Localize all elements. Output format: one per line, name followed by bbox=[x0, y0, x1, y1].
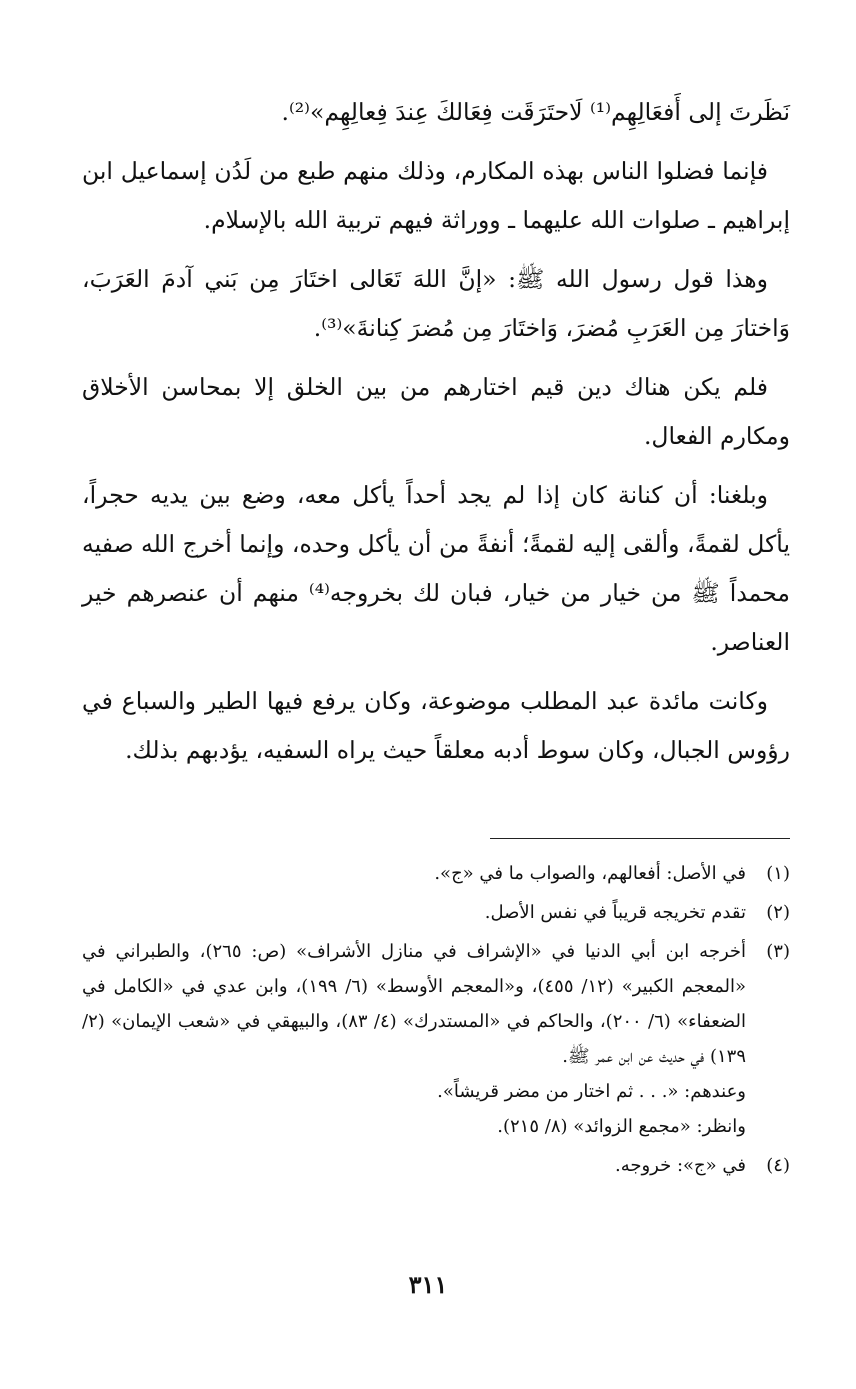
footnote bbox=[82, 934, 790, 1144]
footnote-text: تقدم تخريجه قريباً في نفس الأصل. bbox=[484, 902, 746, 923]
footnote-number: (٢) bbox=[766, 902, 790, 923]
footnote-number: (١) bbox=[766, 863, 790, 884]
paragraph-1: نَظَرتَ إلى أَفعَالِهِم⁽¹⁾ لَاحتَرَقَت فِعَالكَ عِندَ فِعالِهِم»⁽²⁾. bbox=[281, 98, 790, 126]
footnote-text: في الأصل: أفعالهم، والصواب ما في «ج». bbox=[434, 863, 746, 884]
footnote-text: في «ج»: خروجه. bbox=[614, 1155, 746, 1176]
footnote bbox=[82, 895, 790, 930]
footnote-text: وانظر: «مجمع الزوائد» (٨/ ٢١٥). bbox=[497, 1116, 746, 1137]
paragraph-3: وهذا قول رسول الله ﷺ: «إنَّ اللهَ تَعَالى اختَارَ مِن بَني آدمَ العَرَبَ، وَاختارَ مِن العَرَبِ مُضرَ، وَاختَارَ مِن مُضرَ كِنانةَ»⁽³⁾. bbox=[82, 265, 790, 342]
footnote-text: وعندهم: «. . . ثم اختار من مضر قريشاً». bbox=[437, 1081, 746, 1102]
footnote-separator bbox=[490, 838, 790, 839]
paragraph-6: وكانت مائدة عبد المطلب موضوعة، وكان يرفع فيها الطير والسباع في رؤوس الجبال، وكان سوط أدبه معلقاً حيث يراه السفيه، يؤدبهم بذلك. bbox=[82, 687, 790, 764]
page-number: ٣١١ bbox=[408, 1270, 448, 1299]
paragraph-4: فلم يكن هناك دين قيم اختارهم من بين الخلق إلا بمحاسن الأخلاق ومكارم الفعال. bbox=[82, 373, 790, 450]
footnote-number: (٣) bbox=[766, 941, 790, 962]
footnote bbox=[82, 1148, 790, 1183]
footnote-text: أخرجه ابن أبي الدنيا في «الإشراف في منازل الأشراف» (ص: ٢٦٥)، والطبراني في «المعجم الكبير» (١٢/ ٤٥٥)، و«المعجم الأوسط» (٦/ ١٩٩)، وابن عدي في «الكامل في الضعفاء» (٦/ ٢٠٠)، والحاكم في «المستدرك» (٤/ ٨٣)، والبيهقي في «شعب الإيمان» (٢/ ١٣٩) في حديث عن ابن عمر ﷺ. bbox=[82, 941, 747, 1067]
footnotes bbox=[82, 856, 790, 1187]
footnote bbox=[82, 856, 790, 891]
main-text bbox=[82, 88, 790, 785]
paragraph-5: وبلغنا: أن كنانة كان إذا لم يجد أحداً يأكل معه، وضع بين يديه حجراً، يأكل لقمةً، وألقى إليه لقمةً؛ أنفةً من أن يأكل وحده، وإنما أخرج الله صفيه محمداً ﷺ من خيار من خيار، فبان لك بخروجه⁽⁴⁾ منهم أن عنصرهم خير العناصر. bbox=[82, 481, 791, 656]
paragraph-2: فإنما فضلوا الناس بهذه المكارم، وذلك منهم طبع من لَدُن إسماعيل ابن إبراهيم ـ صلوات الله عليهما ـ ووراثة فيهم تربية الله بالإسلام. bbox=[82, 157, 790, 234]
footnote-number: (٤) bbox=[766, 1155, 790, 1176]
